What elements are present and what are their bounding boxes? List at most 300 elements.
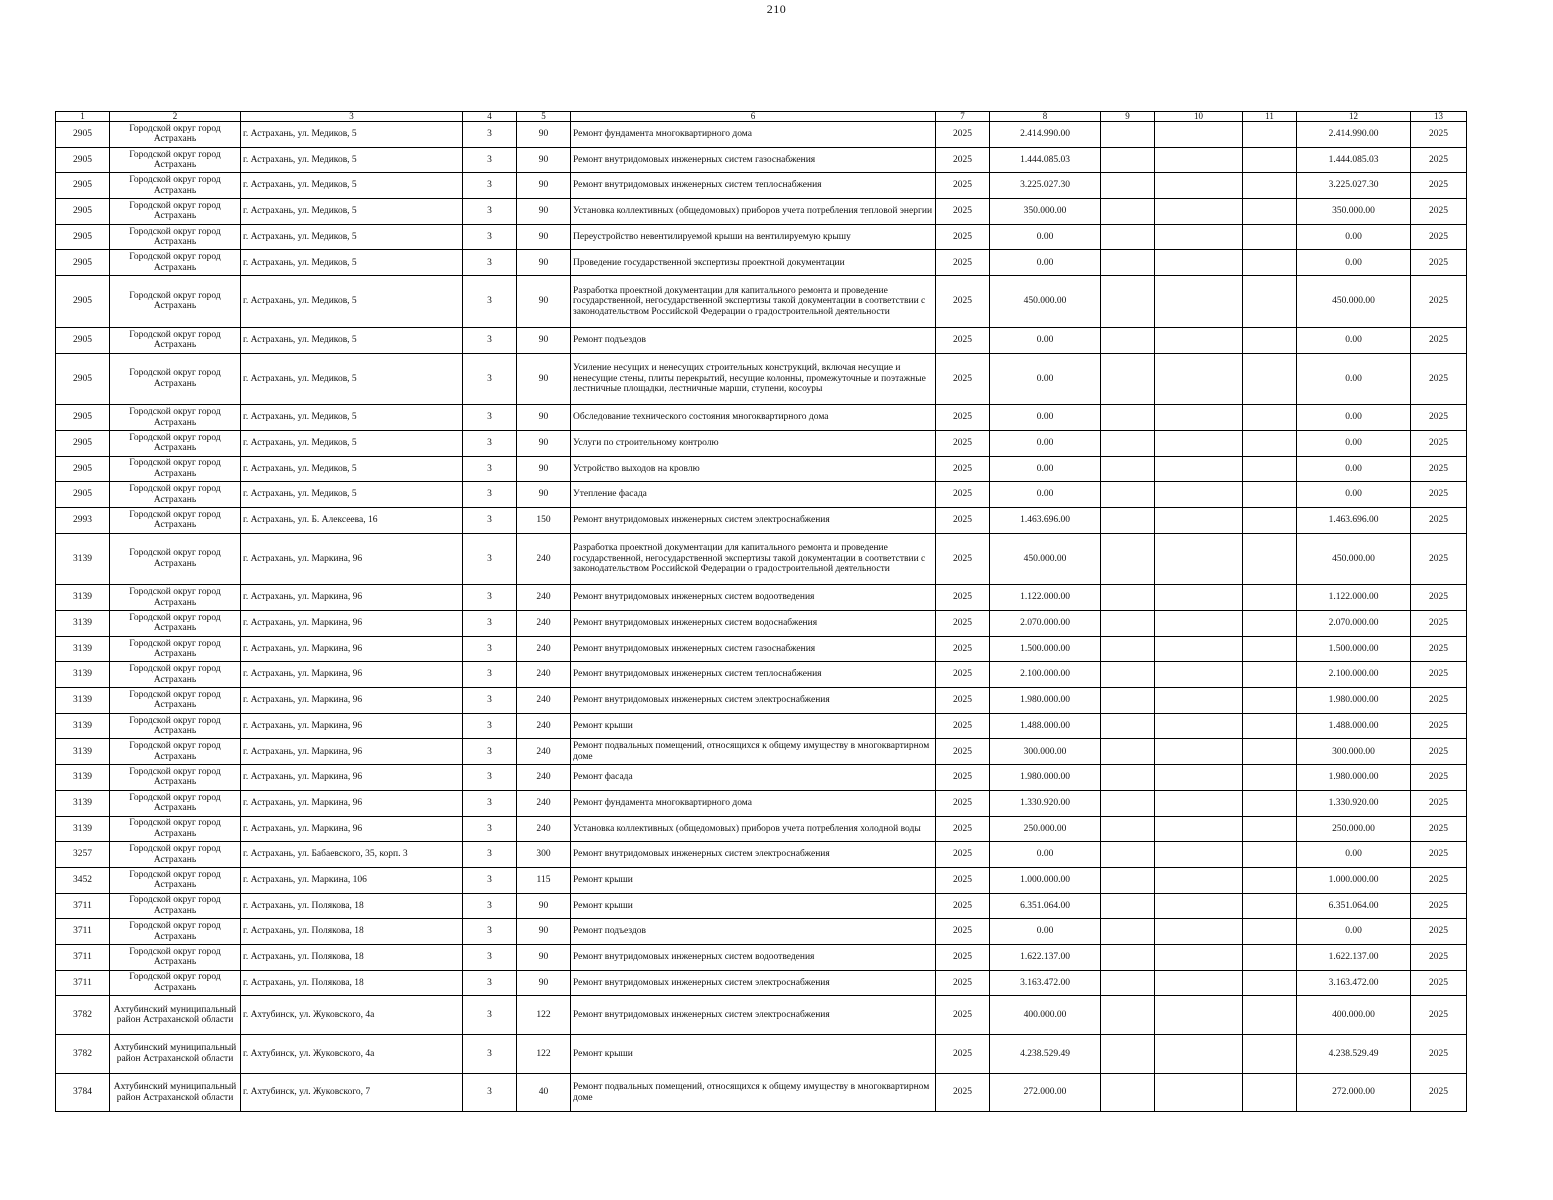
empty-cell	[1243, 790, 1297, 816]
total-cell: 6.351.064.00	[1297, 893, 1411, 919]
end-year-cell: 2025	[1411, 1035, 1467, 1074]
address-cell: г. Астрахань, ул. Медиков, 5	[241, 353, 463, 405]
column-header: 4	[463, 112, 517, 122]
house-id-cell: 2905	[56, 224, 110, 250]
stage-cell: 3	[463, 533, 517, 585]
end-year-cell: 2025	[1411, 816, 1467, 842]
column-header: 1	[56, 112, 110, 122]
address-cell: г. Астрахань, ул. Полякова, 18	[241, 970, 463, 996]
cost-cell: 3.225.027.30	[990, 173, 1101, 199]
work-type-cell: Обследование технического состояния многоквартирного дома	[571, 405, 936, 431]
stage-cell: 3	[463, 430, 517, 456]
house-id-cell: 2905	[56, 147, 110, 173]
stage-cell: 3	[463, 611, 517, 637]
column-header: 7	[936, 112, 990, 122]
table-row	[56, 353, 1467, 405]
end-year-cell: 2025	[1411, 970, 1467, 996]
count-cell: 90	[517, 276, 571, 328]
empty-cell	[1101, 585, 1155, 611]
table-row	[56, 533, 1467, 585]
end-year-cell: 2025	[1411, 173, 1467, 199]
total-cell: 0.00	[1297, 250, 1411, 276]
work-type-cell: Ремонт подъездов	[571, 327, 936, 353]
table-row	[56, 507, 1467, 533]
year-cell: 2025	[936, 430, 990, 456]
empty-cell	[1243, 713, 1297, 739]
empty-cell	[1155, 327, 1243, 353]
cost-cell: 0.00	[990, 919, 1101, 945]
stage-cell: 3	[463, 893, 517, 919]
column-header: 8	[990, 112, 1101, 122]
table-row	[56, 430, 1467, 456]
count-cell: 240	[517, 688, 571, 714]
empty-cell	[1155, 944, 1243, 970]
stage-cell: 3	[463, 507, 517, 533]
empty-cell	[1101, 456, 1155, 482]
table-row	[56, 122, 1467, 148]
stage-cell: 3	[463, 944, 517, 970]
empty-cell	[1243, 173, 1297, 199]
cost-cell: 1.500.000.00	[990, 636, 1101, 662]
address-cell: г. Астрахань, ул. Полякова, 18	[241, 944, 463, 970]
empty-cell	[1155, 405, 1243, 431]
house-id-cell: 2905	[56, 122, 110, 148]
year-cell: 2025	[936, 842, 990, 868]
house-id-cell: 3139	[56, 816, 110, 842]
year-cell: 2025	[936, 147, 990, 173]
empty-cell	[1243, 482, 1297, 508]
empty-cell	[1243, 276, 1297, 328]
work-type-cell: Ремонт внутридомовых инженерных систем газоснабжения	[571, 147, 936, 173]
total-cell: 450.000.00	[1297, 533, 1411, 585]
end-year-cell: 2025	[1411, 1073, 1467, 1112]
year-cell: 2025	[936, 919, 990, 945]
work-type-cell: Ремонт крыши	[571, 713, 936, 739]
count-cell: 90	[517, 250, 571, 276]
empty-cell	[1155, 250, 1243, 276]
work-type-cell: Ремонт внутридомовых инженерных систем теплоснабжения	[571, 173, 936, 199]
table-body	[56, 122, 1467, 1112]
stage-cell: 3	[463, 816, 517, 842]
stage-cell: 3	[463, 250, 517, 276]
empty-cell	[1243, 996, 1297, 1035]
municipality-cell: Городской округ город Астрахань	[110, 199, 241, 225]
table-row	[56, 147, 1467, 173]
address-cell: г. Астрахань, ул. Медиков, 5	[241, 122, 463, 148]
column-header: 2	[110, 112, 241, 122]
empty-cell	[1243, 611, 1297, 637]
table-row	[56, 944, 1467, 970]
count-cell: 240	[517, 790, 571, 816]
municipality-cell: Ахтубинский муниципальный район Астраханской области	[110, 996, 241, 1035]
count-cell: 122	[517, 996, 571, 1035]
address-cell: г. Астрахань, ул. Маркина, 96	[241, 790, 463, 816]
municipality-cell: Городской округ город Астрахань	[110, 276, 241, 328]
end-year-cell: 2025	[1411, 224, 1467, 250]
work-type-cell: Устройство выходов на кровлю	[571, 456, 936, 482]
municipality-cell: Городской округ город Астрахань	[110, 636, 241, 662]
cost-cell: 1.000.000.00	[990, 867, 1101, 893]
cost-cell: 2.070.000.00	[990, 611, 1101, 637]
stage-cell: 3	[463, 713, 517, 739]
count-cell: 240	[517, 611, 571, 637]
address-cell: г. Астрахань, ул. Медиков, 5	[241, 456, 463, 482]
work-type-cell: Ремонт фасада	[571, 765, 936, 791]
cost-cell: 1.444.085.03	[990, 147, 1101, 173]
column-header: 3	[241, 112, 463, 122]
empty-cell	[1243, 662, 1297, 688]
empty-cell	[1101, 816, 1155, 842]
total-cell: 0.00	[1297, 456, 1411, 482]
cost-cell: 250.000.00	[990, 816, 1101, 842]
count-cell: 90	[517, 405, 571, 431]
empty-cell	[1101, 996, 1155, 1035]
empty-cell	[1243, 842, 1297, 868]
stage-cell: 3	[463, 842, 517, 868]
empty-cell	[1155, 353, 1243, 405]
cost-cell: 0.00	[990, 482, 1101, 508]
end-year-cell: 2025	[1411, 482, 1467, 508]
cost-cell: 6.351.064.00	[990, 893, 1101, 919]
table-row	[56, 867, 1467, 893]
cost-cell: 0.00	[990, 405, 1101, 431]
house-id-cell: 2905	[56, 430, 110, 456]
municipality-cell: Городской округ город Астрахань	[110, 250, 241, 276]
empty-cell	[1155, 276, 1243, 328]
cost-cell: 1.622.137.00	[990, 944, 1101, 970]
count-cell: 90	[517, 199, 571, 225]
table-row	[56, 739, 1467, 765]
year-cell: 2025	[936, 353, 990, 405]
empty-cell	[1101, 122, 1155, 148]
end-year-cell: 2025	[1411, 867, 1467, 893]
empty-cell	[1155, 533, 1243, 585]
count-cell: 90	[517, 482, 571, 508]
empty-cell	[1101, 867, 1155, 893]
empty-cell	[1101, 688, 1155, 714]
address-cell: г. Астрахань, ул. Полякова, 18	[241, 919, 463, 945]
address-cell: г. Астрахань, ул. Бабаевского, 35, корп. 3	[241, 842, 463, 868]
work-type-cell: Проведение государственной экспертизы проектной документации	[571, 250, 936, 276]
cost-cell: 1.980.000.00	[990, 688, 1101, 714]
municipality-cell: Городской округ город Астрахань	[110, 688, 241, 714]
empty-cell	[1243, 739, 1297, 765]
total-cell: 250.000.00	[1297, 816, 1411, 842]
empty-cell	[1155, 147, 1243, 173]
stage-cell: 3	[463, 688, 517, 714]
stage-cell: 3	[463, 970, 517, 996]
stage-cell: 3	[463, 585, 517, 611]
empty-cell	[1155, 713, 1243, 739]
end-year-cell: 2025	[1411, 507, 1467, 533]
total-cell: 1.000.000.00	[1297, 867, 1411, 893]
total-cell: 1.444.085.03	[1297, 147, 1411, 173]
total-cell: 300.000.00	[1297, 739, 1411, 765]
work-type-cell: Переустройство невентилируемой крыши на вентилируемую крышу	[571, 224, 936, 250]
house-id-cell: 3139	[56, 636, 110, 662]
end-year-cell: 2025	[1411, 688, 1467, 714]
year-cell: 2025	[936, 790, 990, 816]
house-id-cell: 3139	[56, 688, 110, 714]
address-cell: г. Астрахань, ул. Маркина, 96	[241, 713, 463, 739]
work-type-cell: Ремонт внутридомовых инженерных систем электроснабжения	[571, 688, 936, 714]
count-cell: 90	[517, 353, 571, 405]
year-cell: 2025	[936, 199, 990, 225]
column-header: 5	[517, 112, 571, 122]
cost-cell: 0.00	[990, 842, 1101, 868]
year-cell: 2025	[936, 944, 990, 970]
count-cell: 90	[517, 893, 571, 919]
column-header: 10	[1155, 112, 1243, 122]
work-type-cell: Ремонт внутридомовых инженерных систем электроснабжения	[571, 507, 936, 533]
empty-cell	[1101, 533, 1155, 585]
address-cell: г. Астрахань, ул. Медиков, 5	[241, 405, 463, 431]
address-cell: г. Астрахань, ул. Медиков, 5	[241, 173, 463, 199]
empty-cell	[1243, 405, 1297, 431]
table-row	[56, 970, 1467, 996]
empty-cell	[1101, 944, 1155, 970]
municipality-cell: Городской округ город Астрахань	[110, 147, 241, 173]
table-row	[56, 276, 1467, 328]
empty-cell	[1243, 199, 1297, 225]
end-year-cell: 2025	[1411, 790, 1467, 816]
stage-cell: 3	[463, 662, 517, 688]
work-type-cell: Разработка проектной документации для капитального ремонта и проведение государственной, негосударственной экспертизы такой документации в соответствии с законодательством Российской Федерации о градостроительной деятельности	[571, 276, 936, 328]
count-cell: 90	[517, 919, 571, 945]
municipality-cell: Ахтубинский муниципальный район Астраханской области	[110, 1073, 241, 1112]
total-cell: 3.163.472.00	[1297, 970, 1411, 996]
address-cell: г. Астрахань, ул. Маркина, 96	[241, 739, 463, 765]
end-year-cell: 2025	[1411, 276, 1467, 328]
table-row	[56, 713, 1467, 739]
municipality-cell: Городской округ город Астрахань	[110, 739, 241, 765]
empty-cell	[1101, 893, 1155, 919]
house-id-cell: 2993	[56, 507, 110, 533]
cost-cell: 0.00	[990, 224, 1101, 250]
empty-cell	[1155, 430, 1243, 456]
table-row	[56, 636, 1467, 662]
address-cell: г. Астрахань, ул. Медиков, 5	[241, 224, 463, 250]
cost-cell: 272.000.00	[990, 1073, 1101, 1112]
table-row	[56, 842, 1467, 868]
empty-cell	[1101, 430, 1155, 456]
stage-cell: 3	[463, 996, 517, 1035]
address-cell: г. Астрахань, ул. Медиков, 5	[241, 430, 463, 456]
house-id-cell: 3139	[56, 765, 110, 791]
municipality-cell: Городской округ город Астрахань	[110, 765, 241, 791]
empty-cell	[1243, 430, 1297, 456]
table-row	[56, 790, 1467, 816]
municipality-cell: Городской округ город Астрахань	[110, 842, 241, 868]
address-cell: г. Астрахань, ул. Маркина, 96	[241, 816, 463, 842]
empty-cell	[1155, 456, 1243, 482]
house-id-cell: 3139	[56, 739, 110, 765]
total-cell: 400.000.00	[1297, 996, 1411, 1035]
work-type-cell: Ремонт внутридомовых инженерных систем электроснабжения	[571, 996, 936, 1035]
address-cell: г. Астрахань, ул. Б. Алексеева, 16	[241, 507, 463, 533]
empty-cell	[1243, 507, 1297, 533]
house-id-cell: 2905	[56, 173, 110, 199]
cost-cell: 1.488.000.00	[990, 713, 1101, 739]
end-year-cell: 2025	[1411, 353, 1467, 405]
end-year-cell: 2025	[1411, 765, 1467, 791]
house-id-cell: 3711	[56, 944, 110, 970]
count-cell: 90	[517, 430, 571, 456]
count-cell: 150	[517, 507, 571, 533]
address-cell: г. Астрахань, ул. Маркина, 96	[241, 688, 463, 714]
address-cell: г. Астрахань, ул. Маркина, 96	[241, 662, 463, 688]
empty-cell	[1101, 842, 1155, 868]
empty-cell	[1101, 199, 1155, 225]
cost-cell: 400.000.00	[990, 996, 1101, 1035]
house-id-cell: 3139	[56, 611, 110, 637]
empty-cell	[1101, 713, 1155, 739]
table-row	[56, 765, 1467, 791]
count-cell: 90	[517, 147, 571, 173]
house-id-cell: 2905	[56, 482, 110, 508]
table-row	[56, 1073, 1467, 1112]
stage-cell: 3	[463, 1035, 517, 1074]
table-row	[56, 482, 1467, 508]
count-cell: 240	[517, 585, 571, 611]
table-row	[56, 662, 1467, 688]
total-cell: 4.238.529.49	[1297, 1035, 1411, 1074]
work-type-cell: Услуги по строительному контролю	[571, 430, 936, 456]
total-cell: 1.622.137.00	[1297, 944, 1411, 970]
house-id-cell: 3139	[56, 713, 110, 739]
work-type-cell: Установка коллективных (общедомовых) приборов учета потребления тепловой энергии	[571, 199, 936, 225]
empty-cell	[1155, 611, 1243, 637]
total-cell: 1.500.000.00	[1297, 636, 1411, 662]
empty-cell	[1101, 970, 1155, 996]
end-year-cell: 2025	[1411, 944, 1467, 970]
stage-cell: 3	[463, 456, 517, 482]
address-cell: г. Астрахань, ул. Маркина, 96	[241, 611, 463, 637]
total-cell: 0.00	[1297, 842, 1411, 868]
empty-cell	[1155, 1073, 1243, 1112]
table-row	[56, 327, 1467, 353]
empty-cell	[1243, 122, 1297, 148]
house-id-cell: 3139	[56, 585, 110, 611]
cost-cell: 3.163.472.00	[990, 970, 1101, 996]
total-cell: 0.00	[1297, 224, 1411, 250]
stage-cell: 3	[463, 790, 517, 816]
table-row	[56, 250, 1467, 276]
cost-cell: 2.100.000.00	[990, 662, 1101, 688]
house-id-cell: 3139	[56, 662, 110, 688]
work-type-cell: Ремонт подвальных помещений, относящихся к общему имуществу в многоквартирном доме	[571, 739, 936, 765]
repair-program-table	[55, 111, 1467, 1112]
end-year-cell: 2025	[1411, 405, 1467, 431]
total-cell: 2.414.990.00	[1297, 122, 1411, 148]
year-cell: 2025	[936, 739, 990, 765]
address-cell: г. Астрахань, ул. Медиков, 5	[241, 276, 463, 328]
total-cell: 2.070.000.00	[1297, 611, 1411, 637]
column-header: 9	[1101, 112, 1155, 122]
house-id-cell: 3784	[56, 1073, 110, 1112]
count-cell: 90	[517, 173, 571, 199]
empty-cell	[1101, 919, 1155, 945]
work-type-cell: Ремонт крыши	[571, 867, 936, 893]
cost-cell: 4.238.529.49	[990, 1035, 1101, 1074]
end-year-cell: 2025	[1411, 533, 1467, 585]
stage-cell: 3	[463, 482, 517, 508]
empty-cell	[1101, 173, 1155, 199]
cost-cell: 0.00	[990, 327, 1101, 353]
empty-cell	[1155, 173, 1243, 199]
house-id-cell: 3782	[56, 1035, 110, 1074]
empty-cell	[1101, 482, 1155, 508]
empty-cell	[1101, 1073, 1155, 1112]
municipality-cell: Городской округ город Астрахань	[110, 585, 241, 611]
work-type-cell: Ремонт крыши	[571, 1035, 936, 1074]
work-type-cell: Ремонт внутридомовых инженерных систем газоснабжения	[571, 636, 936, 662]
cost-cell: 0.00	[990, 456, 1101, 482]
empty-cell	[1101, 662, 1155, 688]
address-cell: г. Астрахань, ул. Медиков, 5	[241, 250, 463, 276]
empty-cell	[1155, 893, 1243, 919]
end-year-cell: 2025	[1411, 611, 1467, 637]
empty-cell	[1155, 662, 1243, 688]
house-id-cell: 2905	[56, 327, 110, 353]
house-id-cell: 3139	[56, 790, 110, 816]
year-cell: 2025	[936, 816, 990, 842]
total-cell: 0.00	[1297, 327, 1411, 353]
table-row	[56, 456, 1467, 482]
empty-cell	[1101, 353, 1155, 405]
empty-cell	[1155, 842, 1243, 868]
cost-cell: 1.980.000.00	[990, 765, 1101, 791]
stage-cell: 3	[463, 224, 517, 250]
empty-cell	[1101, 224, 1155, 250]
work-type-cell: Разработка проектной документации для капитального ремонта и проведение государственной, негосударственной экспертизы такой документации в соответствии с законодательством Российской Федерации о градостроительной деятельности	[571, 533, 936, 585]
stage-cell: 3	[463, 353, 517, 405]
empty-cell	[1101, 250, 1155, 276]
municipality-cell: Ахтубинский муниципальный район Астраханской области	[110, 1035, 241, 1074]
count-cell: 115	[517, 867, 571, 893]
work-type-cell: Ремонт подъездов	[571, 919, 936, 945]
municipality-cell: Городской округ город Астрахань	[110, 611, 241, 637]
count-cell: 90	[517, 122, 571, 148]
empty-cell	[1155, 199, 1243, 225]
year-cell: 2025	[936, 456, 990, 482]
stage-cell: 3	[463, 276, 517, 328]
empty-cell	[1155, 970, 1243, 996]
end-year-cell: 2025	[1411, 662, 1467, 688]
municipality-cell: Городской округ город Астрахань	[110, 482, 241, 508]
count-cell: 122	[517, 1035, 571, 1074]
year-cell: 2025	[936, 662, 990, 688]
house-id-cell: 3711	[56, 970, 110, 996]
year-cell: 2025	[936, 893, 990, 919]
end-year-cell: 2025	[1411, 996, 1467, 1035]
stage-cell: 3	[463, 122, 517, 148]
year-cell: 2025	[936, 585, 990, 611]
municipality-cell: Городской округ город Астрахань	[110, 353, 241, 405]
count-cell: 90	[517, 970, 571, 996]
empty-cell	[1243, 636, 1297, 662]
empty-cell	[1101, 507, 1155, 533]
total-cell: 1.330.920.00	[1297, 790, 1411, 816]
empty-cell	[1155, 636, 1243, 662]
stage-cell: 3	[463, 173, 517, 199]
empty-cell	[1101, 147, 1155, 173]
count-cell: 40	[517, 1073, 571, 1112]
municipality-cell: Городской округ город Астрахань	[110, 816, 241, 842]
address-cell: г. Астрахань, ул. Маркина, 96	[241, 636, 463, 662]
end-year-cell: 2025	[1411, 739, 1467, 765]
house-id-cell: 3257	[56, 842, 110, 868]
